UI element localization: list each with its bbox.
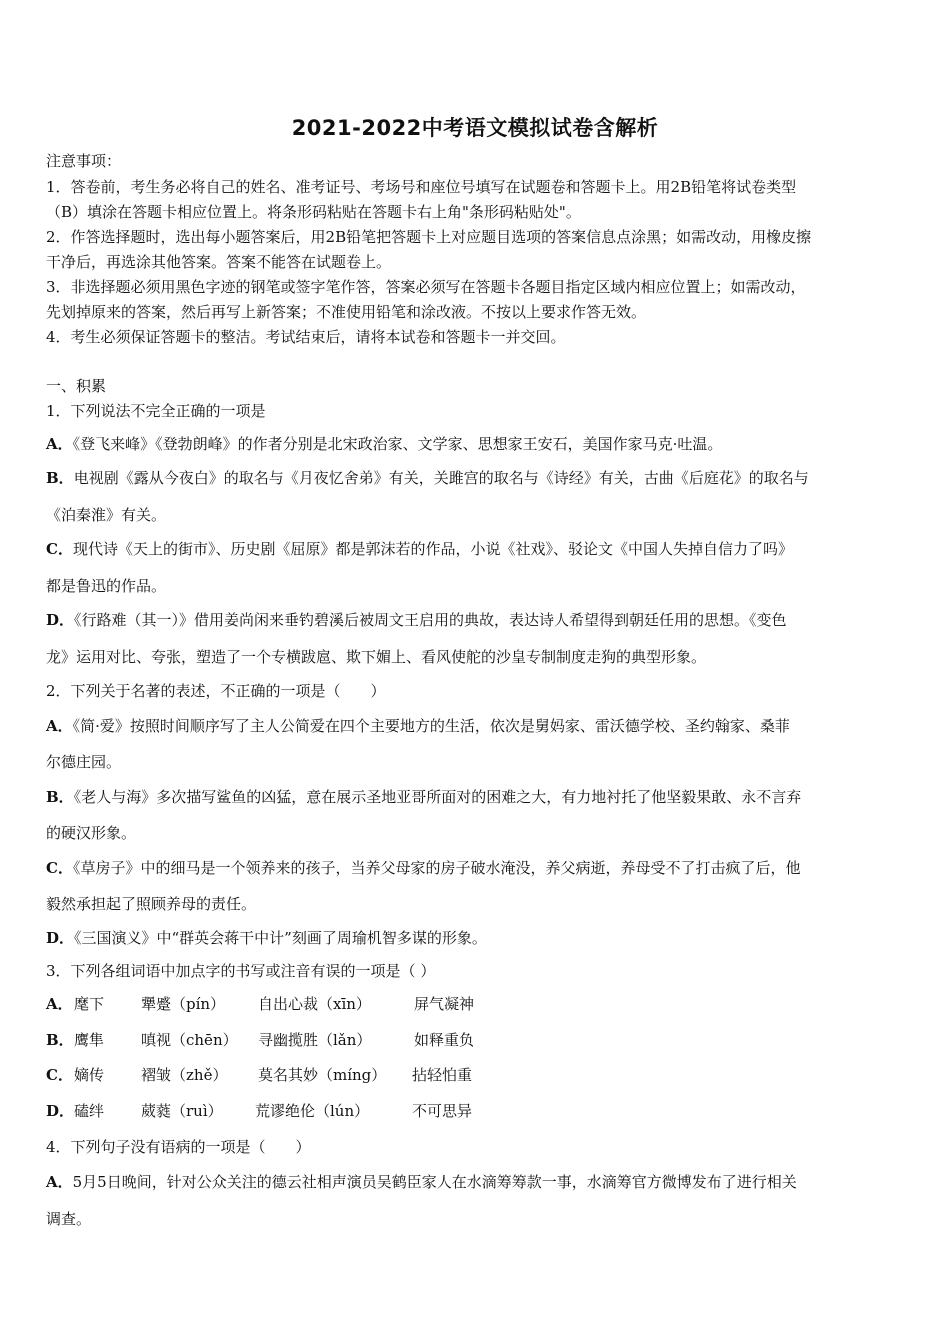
option-b-cont: 《泊秦淮》有关。 (46, 506, 167, 524)
option-label: A． (46, 717, 73, 735)
option-c-cont: 毅然承担起了照顾养母的责任。 (46, 895, 257, 913)
word: 磕绊 (74, 1102, 105, 1120)
word: 鹰隼 (74, 1031, 105, 1049)
option-a (46, 1171, 906, 1193)
notice-heading: 注意事项： (46, 152, 122, 170)
word: 嗔视（chēn） (141, 1031, 238, 1049)
option-label: D． (46, 929, 75, 947)
option-text: 《老人与海》多次描写鲨鱼的凶猛，意在展示圣地亚哥所面对的困难之大，有力地衬托了他坚毅果敢、永不言弃 (73, 788, 802, 806)
option-label: B． (46, 788, 74, 806)
option-label: B． (46, 1031, 74, 1049)
word: 屏气凝神 (414, 995, 475, 1013)
option-b (46, 786, 906, 808)
option-a-cont: 尔德庄园。 (46, 753, 122, 771)
question-stem: 1．下列说法不完全正确的一项是 (46, 402, 266, 420)
option-label: A． (46, 1173, 73, 1191)
option-text: 《简·爱》按照时间顺序写了主人公简爱在四个主要地方的生活，依次是舅妈家、雷沃德学校、圣约翰家、桑菲 (72, 717, 790, 735)
option-b (46, 467, 906, 489)
word: 如释重负 (414, 1031, 475, 1049)
word: 不可思异 (412, 1102, 473, 1120)
section-heading: 一、积累 (46, 377, 107, 395)
option-label: C． (46, 859, 73, 877)
word: 莫名其妙（míng） (258, 1066, 387, 1084)
option-c-cont: 都是鲁迅的作品。 (46, 577, 167, 595)
option-d (46, 609, 906, 631)
option-d-cont: 龙》运用对比、夸张，塑造了一个专横跋扈、欺下媚上、看风使舵的沙皇专制制度走狗的典型形象。 (46, 648, 707, 666)
option-label: C． (46, 540, 73, 558)
option-label: B． (46, 469, 74, 487)
option-label: A． (46, 435, 73, 453)
option-label: D． (46, 1102, 75, 1120)
word: 葳蕤（ruì） (141, 1102, 223, 1120)
word: 拈轻怕重 (412, 1066, 473, 1084)
option-text: 《登飞来峰》《登勃朗峰》的作者分别是北宋政治家、文学家、思想家王安石，美国作家马克·吐温。 (72, 435, 723, 453)
option-label: C． (46, 1066, 73, 1084)
word: 犟蹙（pín） (141, 995, 226, 1013)
option-text: 《行路难（其一）》借用姜尚闲来垂钓碧溪后被周文王启用的典故，表达诗人希望得到朝廷任用的思想。《变色 (74, 611, 787, 629)
notice-line: 1．答卷前，考生务必将自己的姓名、准考证号、考场号和座位号填写在试题卷和答题卡上。用2B铅笔将试卷类型 (46, 178, 797, 196)
option-text: 5月5日晚间，针对公众关注的德云社相声演员吴鹤臣家人在水滴筹筹款一事，水滴筹官方微博发布了进行相关 (72, 1173, 797, 1191)
notice-line: 2．作答选择题时，选出每小题答案后，用2B铅笔把答题卡上对应题目选项的答案信息点涂黑；如需改动，用橡皮擦 (46, 228, 812, 246)
option-c (46, 857, 906, 879)
option-c (46, 538, 906, 560)
question-stem: 2．下列关于名著的表述，不正确的一项是（ ） (46, 682, 386, 700)
option-label: D． (46, 611, 75, 629)
question-stem: 4．下列句子没有语病的一项是（ ） (46, 1138, 311, 1156)
option-a (46, 715, 906, 737)
notice-line: （B）填涂在答题卡相应位置上。将条形码粘贴在答题卡右上角"条形码粘贴处"。 (46, 203, 581, 221)
option-text: 《三国演义》中“群英会蒋干中计”刻画了周瑜机智多谋的形象。 (74, 929, 487, 947)
notice-line: 4．考生必须保证答题卡的整洁。考试结束后，请将本试卷和答题卡一并交回。 (46, 328, 566, 346)
option-a (46, 433, 906, 455)
option-b-cont: 的硬汉形象。 (46, 824, 137, 842)
option-text: 《草房子》中的细马是一个领养来的孩子，当养父母家的房子破水淹没，养父病逝，养母受不了打击疯了后，他 (72, 859, 801, 877)
option-text: 电视剧《露从今夜白》的取名与《月夜忆舍弟》有关，关雎宫的取名与《诗经》有关，古曲《后庭花》的取名与 (73, 469, 809, 487)
option-d (46, 927, 906, 949)
word: 寻幽揽胜（lǎn） (258, 1031, 372, 1049)
word: 自出心裁（xīn） (258, 995, 371, 1013)
word: 麾下 (74, 995, 105, 1013)
option-label: A． (46, 995, 73, 1013)
question-stem: 3．下列各组词语中加点字的书写或注音有误的一项是（ ） (46, 962, 436, 980)
notice-line: 干净后，再选涂其他答案。答案不能答在试题卷上。 (46, 253, 392, 271)
word: 荒谬绝伦（lún） (255, 1102, 370, 1120)
word: 嫡传 (74, 1066, 105, 1084)
option-a-cont: 调查。 (46, 1210, 92, 1228)
word: 褶皱（zhě） (141, 1066, 228, 1084)
option-text: 现代诗《天上的街市》、历史剧《屈原》都是郭沫若的作品，小说《社戏》、驳论文《中国人失掉自信力了吗》 (72, 540, 793, 558)
notice-line: 先划掉原来的答案，然后再写上新答案；不准使用铅笔和涂改液。不按以上要求作答无效。 (46, 303, 647, 321)
page-title: 2021-2022中考语文模拟试卷含解析 (291, 116, 659, 140)
notice-line: 3．非选择题必须用黑色字迹的钢笔或签字笔作答，答案必须写在答题卡各题目指定区域内相应位置上；如需改动， (46, 278, 806, 296)
